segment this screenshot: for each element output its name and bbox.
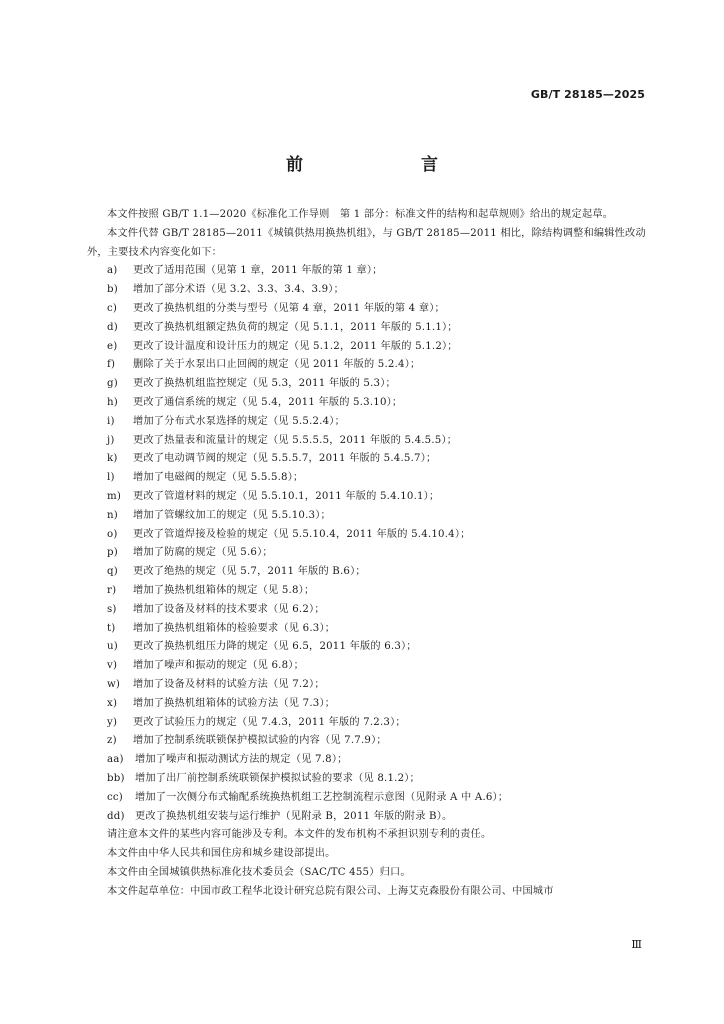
list-item-marker: v) [107, 660, 118, 672]
list-item [87, 714, 647, 733]
list-item-marker: i) [107, 415, 115, 427]
list-item-marker: j) [107, 434, 115, 446]
list-item [87, 563, 647, 582]
list-item-text: 更改了试验压力的规定（见 7.4.3，2011 年版的 7.2.3）； [133, 716, 406, 728]
list-item-text: 增加了设备及材料的试验方法（见 7.2）； [133, 678, 325, 690]
list-item-marker: q) [107, 566, 118, 578]
standard-code: GB/T 28185—2025 [530, 88, 645, 101]
list-item [87, 526, 647, 545]
list-item-marker: l) [107, 472, 115, 484]
list-item-text: 增加了噪声和振动测试方法的规定（见 7.8）； [135, 754, 348, 766]
intro-paragraph-2: 本文件代替 GB/T 28185—2011《城镇供热用换热机组》，与 GB/T 28185—2011 相比，除结构调整和编辑性改动外，主要技术内容变化如下： [87, 227, 646, 258]
list-item-text: 删除了关于水泵出口止回阀的规定（见 2011 年版的 5.2.4）； [133, 359, 421, 371]
list-item-marker: bb) [107, 772, 125, 784]
list-item-marker: dd) [107, 810, 125, 822]
list-item-marker: t) [107, 622, 116, 634]
list-item-text: 增加了分布式水泵选择的规定（见 5.5.2.4）； [133, 415, 345, 427]
list-item-marker: p) [107, 547, 118, 559]
list-item-marker: cc) [107, 791, 123, 803]
list-item [87, 394, 647, 413]
list-item-text: 增加了电磁阀的规定（见 5.5.5.8）； [133, 472, 304, 484]
list-item-marker: g) [107, 378, 118, 390]
list-item [87, 281, 647, 300]
list-item-marker: d) [107, 321, 118, 333]
list-item-text: 更改了设计温度和设计压力的规定（见 5.1.2，2011 年版的 5.1.2）； [133, 340, 458, 352]
list-item-marker: aa) [107, 754, 124, 766]
list-item-marker: n) [107, 509, 118, 521]
list-item-marker: e) [107, 340, 118, 352]
page-title: 前 言 [286, 155, 466, 175]
list-item-marker: y) [107, 716, 118, 728]
list-item [87, 732, 647, 751]
list-item-text: 更改了适用范围（见第 1 章，2011 年版的第 1 章）； [133, 265, 383, 277]
list-item [87, 300, 647, 319]
list-item [87, 413, 647, 432]
list-item-text: 增加了出厂前控制系统联锁保护模拟试验的要求（见 8.1.2）； [135, 772, 420, 784]
intro-paragraph-1: 本文件按照 GB/T 1.1—2020《标准化工作导则 第 1 部分：标准文件的结构和起草规则》给出的规定起草。 [107, 209, 614, 220]
list-item [87, 808, 647, 827]
list-item-text: 更改了绝热的规定（见 5.7，2011 年版的 B.6）； [133, 566, 366, 578]
list-item [87, 469, 647, 488]
note-paragraph: 本文件起草单位：中国市政工程华北设计研究总院有限公司、上海艾克森股份有限公司、中国城市 [107, 885, 554, 897]
list-item-text: 增加了一次侧分布式输配系统换热机组工艺控制流程示意图（见附录 A 中 A.6）； [135, 791, 509, 803]
list-item-marker: w) [107, 678, 121, 690]
list-item [87, 676, 647, 695]
list-item-text: 增加了换热机组箱体的试验方法（见 7.3）； [133, 697, 336, 709]
document-body [87, 206, 647, 901]
list-item [87, 338, 647, 357]
list-item-text: 增加了防腐的规定（见 5.6）； [133, 547, 273, 559]
page-number: Ⅲ [631, 938, 642, 951]
list-item-marker: o) [107, 528, 118, 540]
list-item-marker: r) [107, 584, 117, 596]
list-item [87, 620, 647, 639]
list-item-marker: a) [107, 265, 118, 277]
list-item [87, 432, 647, 451]
list-item-text: 更改了管道焊接及检验的规定（见 5.5.10.4，2011 年版的 5.4.10.4）； [133, 528, 471, 540]
list-item-text: 更改了通信系统的规定（见 5.4，2011 年版的 5.3.10）； [133, 396, 403, 408]
list-item [87, 450, 647, 469]
list-item-text: 更改了换热机组安装与运行维护（见附录 B，2011 年版的附录 B）。 [135, 810, 453, 822]
list-item-marker: z) [107, 735, 117, 747]
list-item-text: 增加了换热机组箱体的规定（见 5.8）； [133, 584, 315, 596]
list-item-marker: x) [107, 697, 118, 709]
note-paragraph: 请注意本文件的某些内容可能涉及专利。本文件的发布机构不承担识别专利的责任。 [107, 829, 492, 841]
list-item [87, 601, 647, 620]
list-item-marker: s) [107, 603, 117, 615]
list-item-text: 增加了控制系统联锁保护模拟试验的内容（见 7.7.9）； [133, 735, 387, 747]
list-item [87, 770, 647, 789]
list-item [87, 356, 647, 375]
list-item-text: 增加了部分术语（见 3.2、3.3、3.4、3.9）； [133, 284, 344, 296]
list-item [87, 319, 647, 338]
list-item [87, 657, 647, 676]
list-item-marker: h) [107, 396, 118, 408]
list-item [87, 638, 647, 657]
list-item-marker: m) [107, 490, 122, 502]
list-item-text: 增加了管螺纹加工的规定（见 5.5.10.3）； [133, 509, 331, 521]
note-paragraph: 本文件由中华人民共和国住房和城乡建设部提出。 [107, 848, 336, 860]
list-item [87, 751, 647, 770]
list-item [87, 262, 647, 281]
list-item [87, 488, 647, 507]
notes-section [87, 826, 647, 901]
list-item [87, 582, 647, 601]
list-item-text: 增加了设备及材料的技术要求（见 6.2）； [133, 603, 325, 615]
list-item [87, 375, 647, 394]
list-item-marker: b) [107, 284, 118, 296]
list-item [87, 507, 647, 526]
list-item-text: 增加了噪声和振动的规定（见 6.8）； [133, 660, 304, 672]
changes-list [87, 262, 647, 826]
list-item-marker: f) [107, 359, 116, 371]
list-item-text: 更改了换热机组监控规定（见 5.3，2011 年版的 5.3）； [133, 378, 396, 390]
list-item-text: 更改了热量表和流量计的规定（见 5.5.5.5，2011 年版的 5.4.5.5）； [133, 434, 458, 446]
list-item-marker: u) [107, 641, 118, 653]
list-item-marker: k) [107, 453, 118, 465]
list-item-text: 更改了换热机组的分类与型号（见第 4 章，2011 年版的第 4 章）； [133, 302, 445, 314]
list-item-text: 更改了换热机组额定热负荷的规定（见 5.1.1，2011 年版的 5.1.1）； [133, 321, 458, 333]
list-item-text: 增加了换热机组箱体的检验要求（见 6.3）； [133, 622, 336, 634]
list-item [87, 695, 647, 714]
list-item [87, 789, 647, 808]
list-item [87, 544, 647, 563]
list-item-text: 更改了管道材料的规定（见 5.5.10.1，2011 年版的 5.4.10.1）； [133, 490, 440, 502]
list-item-text: 更改了电动调节阀的规定（见 5.5.5.7，2011 年版的 5.4.5.7）； [133, 453, 437, 465]
note-paragraph: 本文件由全国城镇供热标准化技术委员会（SAC/TC 455）归口。 [107, 866, 411, 878]
list-item-marker: c) [107, 302, 118, 314]
list-item-text: 更改了换热机组压力降的规定（见 6.5，2011 年版的 6.3）； [133, 641, 417, 653]
